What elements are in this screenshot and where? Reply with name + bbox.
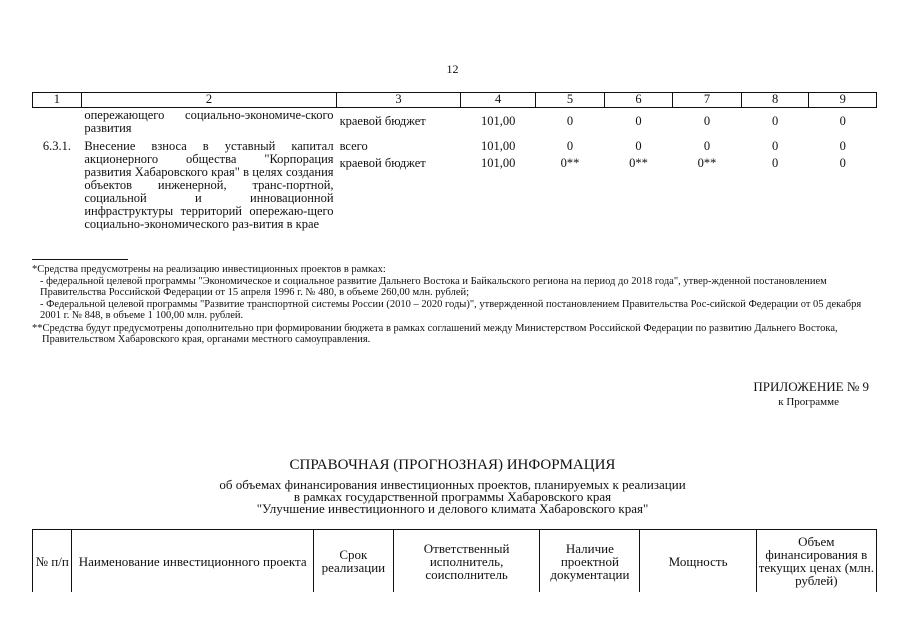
row-number: 6.3.1. xyxy=(42,139,71,153)
row-value-4: 101,00 xyxy=(480,114,516,128)
table-header-row xyxy=(33,93,877,108)
row-value-5b: 0** xyxy=(560,156,580,170)
row-name: опережающего социально-экономиче-ского развития xyxy=(84,108,334,135)
footnote-1: *Средства предусмотрены на реализацию инвестиционных проектов в рамках: xyxy=(32,264,386,275)
row-value-4a: 101,00 xyxy=(480,139,516,153)
row-source-budget: краевой бюджет xyxy=(339,156,426,170)
appendix-subtitle: к Программе xyxy=(778,396,839,408)
col-header-9: 9 xyxy=(809,93,877,108)
row-value-6a: 0 xyxy=(635,139,642,153)
row-value-7: 0 xyxy=(703,114,711,128)
col-number: № п/п xyxy=(33,530,72,593)
row-value-8a: 0 xyxy=(771,139,779,153)
row-source: краевой бюджет xyxy=(339,114,426,128)
table-row xyxy=(33,136,877,232)
projects-table xyxy=(32,529,877,592)
document-heading: СПРАВОЧНАЯ (ПРОГНОЗНАЯ) ИНФОРМАЦИЯ xyxy=(289,457,616,473)
row-value-8b: 0 xyxy=(771,156,779,170)
page-number: 12 xyxy=(446,62,459,76)
row-value-7b: 0** xyxy=(697,156,717,170)
financing-table xyxy=(32,92,877,232)
table-row xyxy=(33,108,877,137)
col-header-5: 5 xyxy=(536,93,605,108)
row-value-9: 0 xyxy=(839,114,846,128)
row-source-total: всего xyxy=(339,139,368,153)
row-value-6b: 0** xyxy=(629,156,648,170)
row-value-6: 0 xyxy=(635,114,642,128)
col-header-3: 3 xyxy=(337,93,461,108)
row-value-8: 0 xyxy=(771,114,779,128)
row-value-5: 0 xyxy=(566,114,574,128)
document-subtitle-3: "Улучшение инвестиционного и делового климата Хабаровского края" xyxy=(256,501,649,516)
row-name: Внесение взноса в уставный капитал акционерного общества "Корпорация развития Хабаровского края" в целях создания объектов инженерной, транс-портной, социальной и инновационной инфраструктуры территорий опережаю-щего социально-экономического раз-вития в крае xyxy=(84,139,334,231)
footnote-separator xyxy=(32,259,128,260)
footnote-4: **Средства будут предусмотрены дополнительно при формировании бюджета в рамках соглашений между Министерством Российской Федерации по развитию Дальнего Востока, Правительством Хабаровского края, органами местного самоуправления. xyxy=(32,323,838,345)
footnote-3: - Федеральной целевой программы "Развитие транспортной системы России (2010 – 2020 годы)", утвержденной постановлением Правительства Рос-сийской Федерации от 05 декабря 2001 г. № 848, в объеме 1 100,00 млн. рублей. xyxy=(40,299,862,321)
projects-table-header xyxy=(33,530,877,593)
col-financing-volume: Объем финансирования в текущих ценах (млн. рублей) xyxy=(756,530,876,593)
col-header-6: 6 xyxy=(604,93,673,108)
col-header-4: 4 xyxy=(461,93,536,108)
row-number xyxy=(33,108,82,137)
col-term: Срок реализации xyxy=(313,530,393,593)
row-value-7a: 0 xyxy=(703,139,711,153)
col-header-8: 8 xyxy=(741,93,809,108)
document-subtitle-2: в рамках государственной программы Хабаровского края xyxy=(293,489,612,504)
col-executor: Ответственный исполнитель, соисполнитель xyxy=(393,530,540,593)
row-value-4b: 101,00 xyxy=(480,156,516,170)
appendix-title: ПРИЛОЖЕНИЕ № 9 xyxy=(753,379,869,394)
document-subtitle-1: об объемах финансирования инвестиционных проектов, планируемых к реализации xyxy=(219,477,686,492)
row-value-9b: 0 xyxy=(839,156,846,170)
row-value-9a: 0 xyxy=(839,139,846,153)
col-header-1: 1 xyxy=(33,93,82,108)
row-value-5a: 0 xyxy=(566,139,574,153)
col-header-7: 7 xyxy=(673,93,742,108)
col-header-2: 2 xyxy=(81,93,336,108)
col-project-name: Наименование инвестиционного проекта xyxy=(72,530,314,593)
col-documentation: Наличие проектной документации xyxy=(540,530,640,593)
footnote-2: - федеральной целевой программы "Экономическое и социальное развитие Дальнего Востока и Байкальского региона на период до 2018 года", утвер-жденной постановлением Правительства Российской Федерации от 15 апреля 1996 г. № 480, в объеме 260,00 млн. рублей; xyxy=(40,276,827,298)
col-capacity: Мощность xyxy=(640,530,756,593)
